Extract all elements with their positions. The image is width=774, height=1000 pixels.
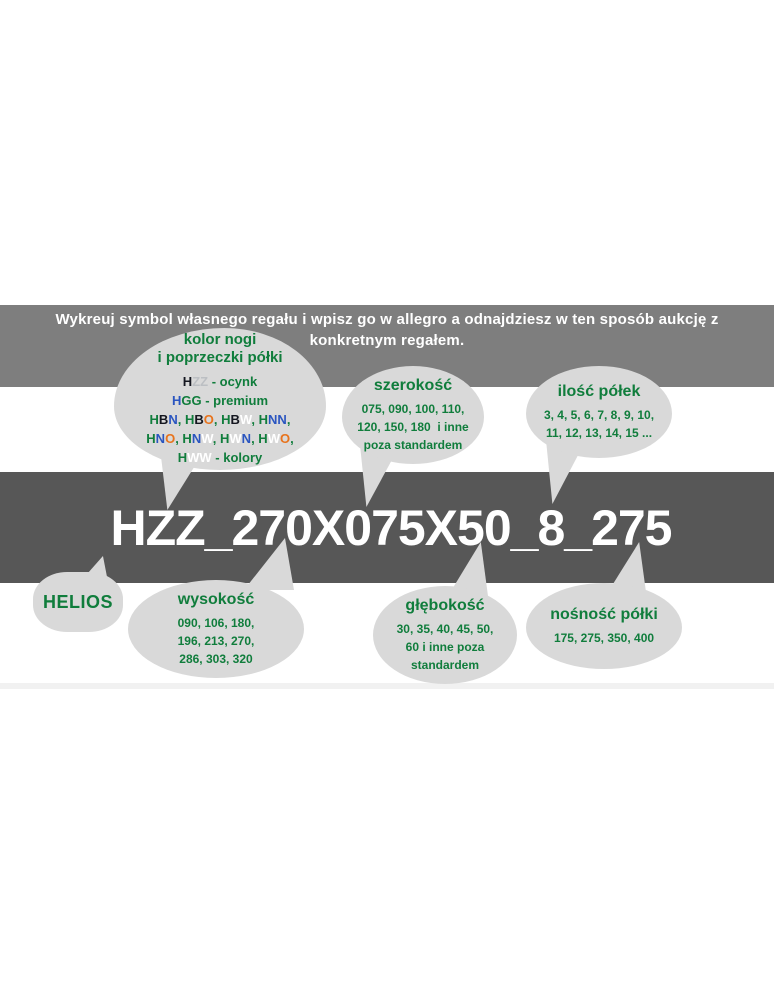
text-line: 075, 090, 100, 110,: [361, 402, 465, 416]
rack-symbol-text: HZZ_270X075X50_8_275: [110, 499, 672, 556]
bubble-title-glebokosc: głębokość: [405, 597, 485, 614]
text-line: 60 i inne poza: [405, 640, 485, 654]
text-line: poza standardem: [363, 438, 463, 452]
color-code-line: HBN, HBO, HBW, HNN,: [149, 412, 291, 427]
speech-bubble-nosnosc-polki: [526, 583, 682, 669]
bubble-title-kolor-line2: i poprzeczki półki: [157, 349, 283, 366]
bubble-body-glebokosc: [397, 620, 494, 674]
color-code-line: HZZ - ocynk: [182, 374, 258, 389]
brand-label: HELIOS: [42, 591, 113, 612]
color-code-line: HNO, HNW, HWN, HWO,: [146, 431, 294, 446]
bubble-title-nosnosc: nośność półki: [550, 606, 658, 623]
bubble-title-ilosc: ilość półek: [557, 383, 641, 400]
bubble-body-wysokosc: [178, 614, 255, 668]
text-line: 30, 35, 40, 45, 50,: [396, 622, 494, 636]
bottom-strip: [0, 683, 774, 689]
text-line: 286, 303, 320: [179, 652, 253, 666]
text-line: 120, 150, 180 i inne: [357, 420, 469, 434]
speech-bubble-ilosc-polek: [526, 366, 672, 458]
text-line: 11, 12, 13, 14, 15 ...: [545, 426, 653, 440]
text-line: 3, 4, 5, 6, 7, 8, 9, 10,: [543, 408, 655, 422]
speech-bubble-szerokosc: [342, 366, 484, 464]
bubble-title-szerokosc: szerokość: [373, 377, 453, 394]
bubble-title-kolor: [157, 331, 282, 367]
text-line: standardem: [410, 658, 480, 672]
bubble-title-wysokosc: wysokość: [177, 591, 255, 608]
speech-bubble-glebokosc: [373, 586, 517, 684]
text-line: 196, 213, 270,: [177, 634, 255, 648]
speech-bubble-wysokosc: [128, 580, 304, 678]
bubble-body-ilosc: [544, 406, 654, 442]
color-code-line: HGG - premium: [171, 393, 269, 408]
text-line: 175, 275, 350, 400: [553, 631, 655, 645]
bubble-title-kolor-line1: kolor nogi: [183, 331, 257, 348]
header-text-line2: konkretnym regałem.: [309, 332, 465, 349]
text-line: 090, 106, 180,: [177, 616, 255, 630]
bubble-body-szerokosc: [357, 400, 468, 454]
color-code-line: HWW - kolory: [177, 450, 263, 465]
bubble-body-nosnosc: [554, 629, 654, 647]
color-codes-list: [146, 372, 293, 467]
header-text-line1: Wykreuj symbol własnego regału i wpisz go w allegro a odnajdziesz w ten sposób aukcję z: [55, 311, 719, 328]
header-text: [0, 309, 774, 351]
